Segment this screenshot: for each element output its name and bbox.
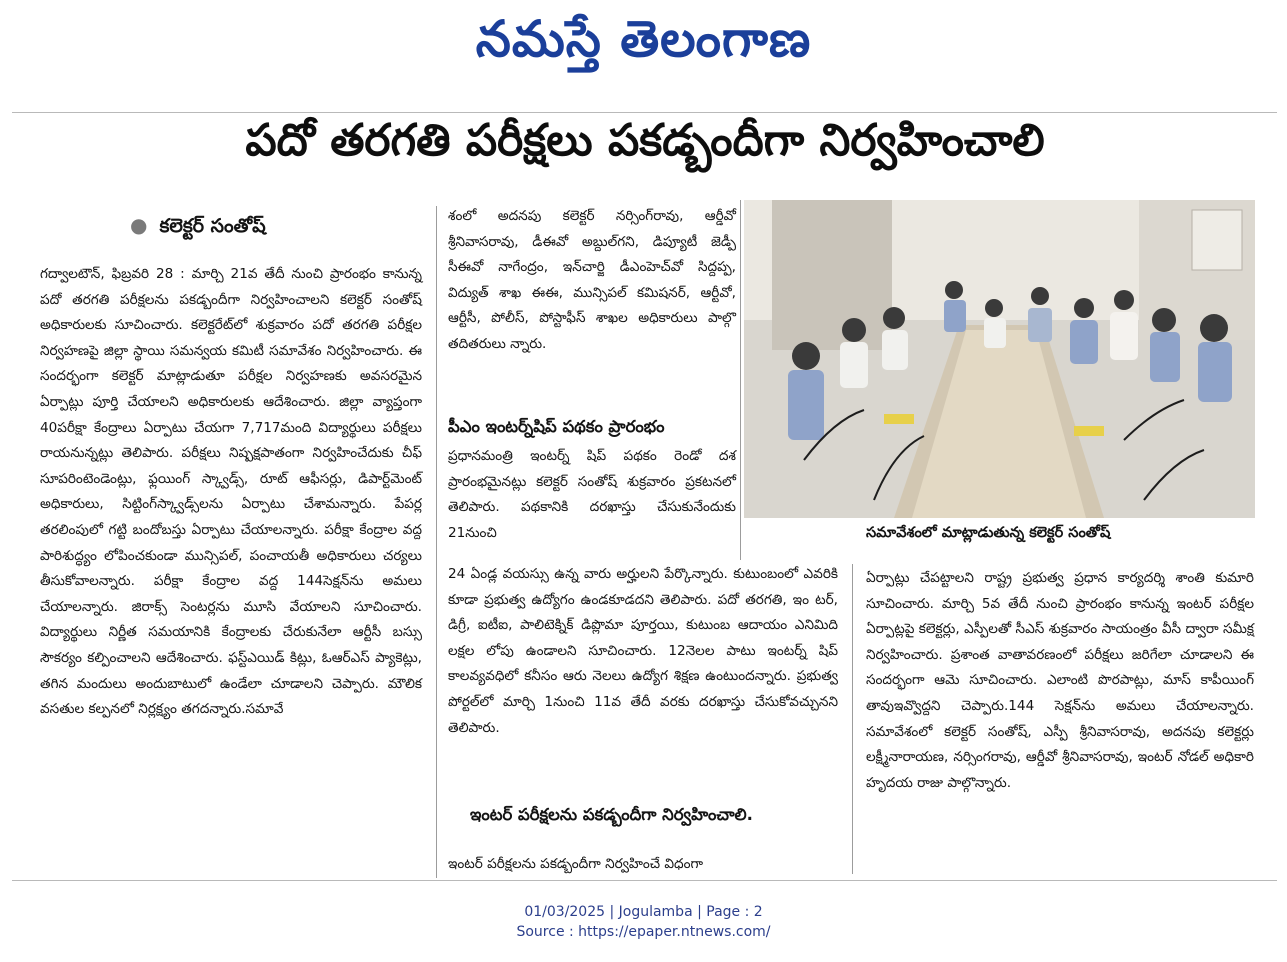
column-3b-text: ఇంటర్ పరీక్షలను పకడ్బందీగా నిర్వహించే విధంగా [448, 855, 704, 872]
subheading-pm-internship: పీఎం ఇంటర్న్‌షిప్ పథకం ప్రారంభం [448, 417, 665, 436]
article-byline [130, 210, 266, 241]
column-3-text: 24 ఏండ్ల వయస్సు ఉన్న వారు అర్హులని పేర్కొన్నారు. కుటుంబంలో ఎవరికి కూడా ప్రభుత్వ ఉద్యోగం ఉండకూడదని తెలిపారు. పదో తరగతి, ఇం టర్, డిగ్రీ, ఐటీఐ, పాలిటెక్నిక్ డిప్లొమా పూర్తయి, కుటుంబ ఆదాయం ఎనిమిది లక్షల లోపు ఉండాలని సూచించారు. 12నెలల పాటు ఇంటర్న్ షిప్ కాలవ్యవధిలో కనీసం ఆరు నెలలు ఉద్యోగ శిక్షణ ఉంటుందన్నారు. ప్రభుత్వ పోర్టల్‌లో మార్చి 1నుంచి 11వ తేదీ వరకు దరఖాస్తు చేసుకోవచ్చునని తెలిపారు. [448, 566, 838, 736]
column-divider [436, 206, 437, 878]
article-column-2b [448, 444, 736, 546]
article-column-3 [448, 562, 838, 741]
article-column-4 [866, 566, 1254, 796]
column-1-text: గద్వాలటౌన్, ఫిబ్రవరి 28 : మార్చి 21వ తేదీ నుంచి ప్రారంభం కానున్న పదో తరగతి పరీక్షలను పకడ్బందీగా నిర్వహించాలని కలెక్టర్ సంతోష్ అధికారులకు సూచించారు. కలెక్టరేట్‌లో శుక్రవారం పదో తరగతి పరీక్షల నిర్వహణపై జిల్లా స్థాయి సమన్వయ కమిటీ సమావేశం నిర్వహించారు. ఈ సందర్భంగా కలెక్టర్ మాట్లాడుతూ పరీక్షల నిర్వహణకు అవసరమైన ఏర్పాట్లు పూర్తి చేయాలని అధికారులకు ఆదేశించారు. జిల్లా వ్యాప్తంగా 40పరీక్షా కేంద్రాలు ఏర్పాటు చేయగా 7,717మంది విద్యార్థులు పరీక్షలు రాయనున్నట్లు తెలిపారు. పరీక్షలు నిష్పక్షపాతంగా నిర్వహించేదుకు చీఫ్ సూపరింటెండెంట్లు, ఫ్లయింగ్ స్క్వాడ్స్, రూట్ ఆఫీసర్లు, డిపార్ట్‌మెంట్ అధికారులు, సిట్టింగ్‌స్క్వాడ్స్‌లను ఏర్పాటు చేశామన్నారు. పేపర్ల తరలింపులో గట్టి బందోబస్తు ఏర్పాటు చేయాలన్నారు. పరీక్షా కేంద్రాల వద్ద పారిశుద్ధ్యం లోపించకుండా మున్సిపల్, పంచాయతీ అధికారులు చర్యలు తీసుకోవాలన్నారు. పరీక్షా కేంద్రాల వద్ద 144సెక్షన్‌ను అమలు చేయాలన్నారు. జిరాక్స్ సెంటర్లను మూసి వేయాలని సూచించారు. విద్యార్థులు నిర్ణీత సమయానికి కేంద్రాలకు చేరుకునేలా ఆర్టీసీ బస్సు సౌకర్యం కల్పించాలని ఆదేశించారు. ఫస్ట్‌ఎయిడ్ కిట్లు, ఓఆర్ఎస్ ప్యాకెట్లు, తగిన మందులు అందుబాటులో ఉండేలా చూడాలని చెప్పారు. మౌలిక వసతుల కల్పనలో నిర్లక్ష్యం తగదన్నారు.సమావే [40, 266, 422, 718]
column-2-text: శంలో అదనపు కలెక్టర్ నర్సింగ్‌రావు, ఆర్డీవో శ్రీనివాసరావు, డీఈవో అబ్దుల్‌గని, డిప్యూటీ జెడ్పీ సీఈవో నాగేంద్రం, ఇన్‌చార్జి డీఎంహెచ్‌వో సిద్దప్ప, విద్యుత్ శాఖ ఈఈ, మున్సిపల్ కమిషనర్, ఆర్టీవో, ఆర్టీసీ, పోలీస్, పోస్టాఫీస్ శాఖల అధికారులు పాల్గొ తదితరులు న్నారు. [448, 208, 736, 352]
footer-rule [12, 880, 1277, 881]
column-4-text: ఏర్పాట్లు చేపట్టాలని రాష్ట్ర ప్రభుత్వ ప్రధాన కార్యదర్శి శాంతి కుమారి సూచించారు. మార్చి 5వ తేదీ నుంచి ప్రారంభం కానున్న ఇంటర్ పరీక్షల ఏర్పాట్లపై కలెక్టర్లు, ఎస్పీలతో సీఎస్ శుక్రవారం సాయంత్రం వీసీ ద్వారా సమీక్ష నిర్వహించారు. ప్రశాంత వాతావరణంలో పరీక్షలు జరిగేలా చూడాలని ఈ సందర్భంగా ఆమె సూచించారు. ఎలాంటి పొరపాట్లు, మాస్ కాపీయింగ్ తావుఇవ్వొద్దని చెప్పారు.144 సెక్షన్‌ను అమలు చేయాలన్నారు. సమావేశంలో కలెక్టర్ సంతోష్, ఎస్పీ శ్రీనివాసరావు, అదనపు కలెక్టర్లు లక్ష్మీనారాయణ, నర్సింగరావు, ఆర్డీవో శ్రీనివాసరావు, ఇంటర్ నోడల్ అధికారి హృదయ రాజు పాల్గొన్నారు. [866, 570, 1254, 791]
article-headline: పదో తరగతి పరీక్షలు పకడ్బందీగా నిర్వహించాలి [245, 115, 1045, 166]
column-divider [852, 564, 853, 874]
photo-caption: సమావేశంలో మాట్లాడుతున్న కలెక్టర్ సంతోష్ [866, 525, 1111, 541]
edition-info: 01/03/2025 | Jogulamba | Page : 2 [524, 904, 763, 920]
meeting-photo [744, 200, 1255, 518]
article-column-1 [40, 262, 422, 723]
article-column-2 [448, 204, 736, 358]
byline-text: కలెక్టర్ సంతోష్ [159, 215, 266, 237]
newspaper-masthead: నమస్తే తెలంగాణ [475, 10, 812, 68]
article-column-3b [448, 838, 838, 891]
bullet-icon: ● [130, 213, 148, 237]
subheading-inter-exams: ఇంటర్ పరీక్షలను పకడ్బందీగా నిర్వహించాలి. [470, 805, 753, 824]
column-divider [740, 200, 741, 560]
column-2b-text: ప్రధానమంత్రి ఇంటర్న్ షిప్ పథకం రెండో దశ ప్రారంభమైనట్లు కలెక్టర్ సంతోష్ శుక్రవారం ప్రకటనలో తెలిపారు. పథకానికి దరఖాస్తు చేసుకునేందుకు 21నుంచి [448, 448, 736, 541]
meeting-photo-illustration [744, 200, 1255, 518]
source-link[interactable]: Source : https://epaper.ntnews.com/ [516, 924, 771, 940]
